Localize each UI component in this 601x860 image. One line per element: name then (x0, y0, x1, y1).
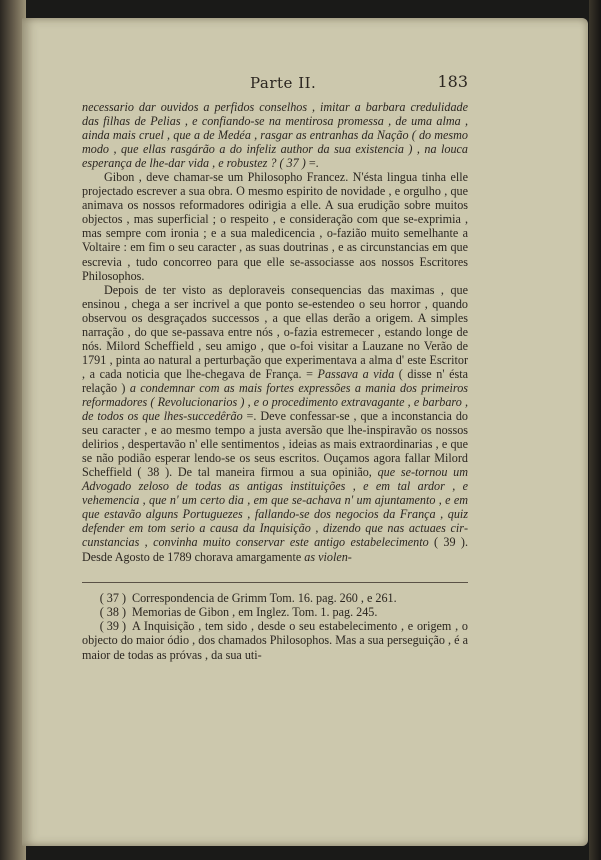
page-number: 183 (437, 72, 468, 91)
text-run: as violen- (304, 549, 352, 564)
footnote-text: Memorias de Gibon , em Inglez. Tom. 1. pag. 245. (132, 604, 378, 619)
footnote (82, 605, 468, 619)
text-run: Passava a vida (317, 366, 395, 381)
page-content (82, 74, 468, 662)
text-run: necessario dar ouvidos a perfidos conselhos , imitar a barbara credulidade das filhas de Pelias , e confiando-se na mentirosa promessa , de uma alma , ainda mais cruel , que a de Medéa , rasgar as entranhas da Nação ( do mesmo modo , que ellas rasgárão a do infeliz author da sua existencia ) , na louca esperança de lhe-dar vida , e robustez ? ( 37 ) (82, 100, 468, 171)
text-run: ( disse n' ésta relação ) (82, 366, 468, 395)
text-run: que se-tornou um Advogado zeloso de todas as antigas instituições , e em tal ardor , e vehemencia , que n' um certo dia , em que se-achava n' um ajuntamento , e em que estavão alguns Portuguezes , fallando-se dos negocios da França , quiz defender em tom serio a causa da Inquisição , dizendo que nas actuaes circunstancias , convinha muito conservar este antigo estabelecimento (82, 465, 468, 550)
paragraph-3 (82, 283, 468, 564)
text-run: a condemnar com as mais fortes expressões a mania dos primeiros reformadores ( Revolucionarios ) , e o procedimento extravagante , e barbaro , de todos os que lhes-succedêrão (82, 380, 468, 424)
footnote (82, 591, 468, 605)
text-run: Depois de ter visto as deploraveis consequencias das maximas , que ensinou , chega a ser incrivel a que ponto se-estendeo o seu horror , quando observou os desgraçados successos , a que ellas derão a origem. A simples narração , do que se-passava entre nós , o-fazia estremecer , estando longe de nós. Milord Scheffield , seu amigo , que o-foi visitar a Lauzane no Verão de 1791 , pinta ao natural a perturbação que experimentava a alma d' este Escritor , a cada noticia que lhe-chegava de França. = (82, 282, 468, 381)
text-run: =. (308, 156, 319, 171)
footnote-number: ( 38 ) (99, 604, 126, 619)
text-run: ( 39 ). Desde Agosto de 1789 chorava amargamente (82, 535, 468, 564)
footnote-rule (82, 582, 468, 583)
footnote (82, 619, 468, 662)
footnotes (82, 591, 468, 662)
running-head: Parte II. (250, 74, 317, 92)
paragraph-1 (82, 100, 468, 170)
footnote-number: ( 39 ) (99, 619, 126, 634)
footnote-text: A Inquisição , tem sido , desde o seu estabelecimento , e origem , o objecto do maior ódio , dos chamados Philosophos. Mas a sua perseguição , é a maior de todas as próvas , da sua uti- (82, 619, 468, 662)
footnote-number: ( 37 ) (99, 590, 126, 605)
paragraph-2: Gibon , deve chamar-se um Philosopho Francez. N'ésta lingua tinha elle projectado escrever a sua obra. O mesmo espirito de novidade , e orgulho , que animava os nossos reformadores odirigia a elle. A sua erudição sobre muitos objectos , mas superficial ; o respeito , e consideração com que se-exprimia , mas sempre com ironia ; e a sua maledicencia , o-fazião muito semelhante a Voltaire : em fim o seu caracter , as suas doutrinas , e as circunstancias em que escrevia , tudo concorreo para que elle se-associasse aos nossos Escritores Philosophos. (82, 170, 468, 283)
body-text (82, 100, 468, 564)
page-edge (589, 0, 601, 860)
page-header (82, 74, 468, 100)
text-run: =. Deve confessar-se , que a inconstancia do seu caracter , e ao mesmo tempo a justa aversão que lhe-inspiravão os nossos delirios , despertavão n' elle sentimentos , ideias as mais extraordinarias , e que se não podião esperar lendo-se os seus escritos. Ouçamos agora fallar Milord Scheffield ( 38 ). De tal maneira firmou a sua opinião, (82, 409, 468, 480)
footnote-text: Correspondencia de Grimm Tom. 16. pag. 260 , e 261. (132, 590, 397, 605)
